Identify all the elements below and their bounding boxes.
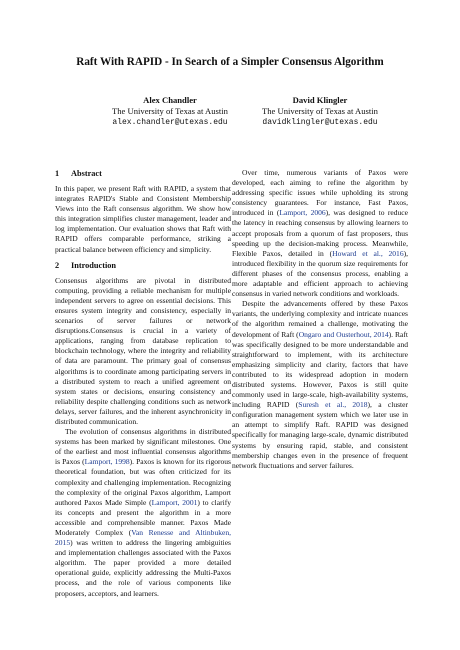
citation-link[interactable]: Van Renesse and Altinbuken, 2015 bbox=[55, 528, 231, 548]
paragraph-text: ) to clarify its concepts and present the algorithm in a more accessible and comprehensible manner. Paxos Made Moderately Complex ( bbox=[55, 497, 232, 537]
left-column bbox=[55, 168, 231, 599]
paragraph-text: ), a cluster configuration management system which we later use in an attempt to simplify Raft. RAPID was designed specifically for managing large-scale, dynamic distributed systems by ensuring rapid, stable, and consistent membership changes even in the presence of frequent network fluctuations and server failures. bbox=[232, 400, 408, 470]
citation-link[interactable]: Lamport, 2006 bbox=[279, 208, 326, 218]
author-name: David Klingler bbox=[292, 95, 348, 105]
author-affiliation: The University of Texas at Austin bbox=[112, 106, 228, 116]
paragraph-text: The evolution of consensus algorithms in distributed systems has been marked by significant milestones. One of the earliest and most influential consensus algorithms is Paxos ( bbox=[55, 427, 231, 467]
paragraph-text: ). Raft was specifically designed to be more understandable and straightforward to implement, with its architecture emphasizing simplicity and clarity, factors that have contributed to its widespread adoption in modern distributed systems. However, Paxos is still quite commonly used in large-scale, high-availability systems, including RAPID ( bbox=[232, 329, 409, 410]
author-email: davidklingler@utexas.edu bbox=[262, 118, 378, 127]
author-email: alex.chandler@utexas.edu bbox=[112, 118, 228, 127]
paragraph-text: Despite the advancements offered by these Paxos variants, the underlying complexity and intricate nuances of the algorithm remained a challenge, motivating the development of Raft ( bbox=[232, 299, 408, 339]
paragraph-text: ). Paxos is known for its rigorous theoretical foundation, but was often criticized for its complexity and challenging implementation. Recognizing the complexity of the original Paxos algorithm, Lamport authored Paxos Made Simple ( bbox=[55, 457, 231, 507]
paragraph-text: ), was designed to reduce the latency in reaching consensus by allowing learners to accept proposals from a quorum of fast proposers, thus speeding up the decision-making process. Meanwhile, Flexible Paxos, detailed in ( bbox=[232, 208, 408, 258]
paragraph-text: ), introduced flexibility in the quorum size requirements for different phases of the consensus process, enabling a more adaptable and efficient approach to achieving consensus in varied network conditions and workloads. bbox=[232, 248, 409, 299]
intro-paragraph-2 bbox=[55, 427, 231, 599]
paragraph-text: Over time, numerous variants of Paxos were developed, each aiming to refine the algorithm by addressing specific issues while upholding its strong consistency guarantees. For instance, Fast Paxos, introduced in ( bbox=[232, 168, 408, 218]
section-heading-introduction bbox=[55, 260, 231, 271]
citation-link[interactable]: Lamport, 1998 bbox=[84, 457, 130, 467]
intro-paragraph-3 bbox=[232, 168, 408, 299]
section-number: 2 bbox=[55, 260, 60, 270]
intro-paragraph-1: Consensus algorithms are pivotal in distributed computing, providing a reliable mechanism for multiple independent servers to agree on essential decisions. This ensures system integrity and consistency, especially in scenarios of server failures or network disruptions.Consensus is crucial in a variety of applications, ranging from database replication to blockchain technology, where the integrity and reliability of data are paramount. The primary goal of consensus algorithms is to coordinate among participating servers in a distributed system to reach a unified agreement on system states or decisions, ensuring consistency and reliability despite challenging conditions such as network delays, server failures, and the inherent asynchronicity in distributed communication. bbox=[55, 275, 231, 426]
author-block-2 bbox=[225, 95, 415, 128]
citation-link[interactable]: Suresh et al., 2018 bbox=[298, 400, 368, 410]
section-number: 1 bbox=[55, 169, 60, 178]
citation-link[interactable]: Lamport, 2001 bbox=[151, 497, 198, 507]
paragraph-text: ) was written to address the lingering ambiguities and implementation challenges associated with the Paxos algorithm. The paper provided a more detailed operational guide, explicitly addressing the Multi-Paxos process, and the role of various components like proposers, acceptors, and learners. bbox=[55, 538, 231, 598]
section-heading-abstract bbox=[55, 168, 231, 179]
paper-title: Raft With RAPID - In Search of a Simpler Consensus Algorithm bbox=[76, 56, 384, 68]
citation-link[interactable]: Howard et al., 2016 bbox=[332, 248, 404, 258]
right-column bbox=[232, 168, 408, 471]
citation-link[interactable]: Ongaro and Ousterhout, 2014 bbox=[298, 329, 389, 339]
section-title: Abstract bbox=[71, 169, 102, 178]
author-affiliation: The University of Texas at Austin bbox=[262, 106, 378, 116]
abstract-paragraph: In this paper, we present Raft with RAPID, a system that integrates RAPID's Stable and Consistent Membership Views into the Raft consensus algorithm. We show how this integration simplifies cluster management, leader and log implementation. Our evaluation shows that Raft with RAPID offers comparable performance, striking a practical balance between efficiency and simplicity. bbox=[55, 184, 231, 254]
author-name: Alex Chandler bbox=[143, 95, 197, 105]
section-title: Introduction bbox=[71, 260, 117, 270]
intro-paragraph-4 bbox=[232, 299, 408, 471]
